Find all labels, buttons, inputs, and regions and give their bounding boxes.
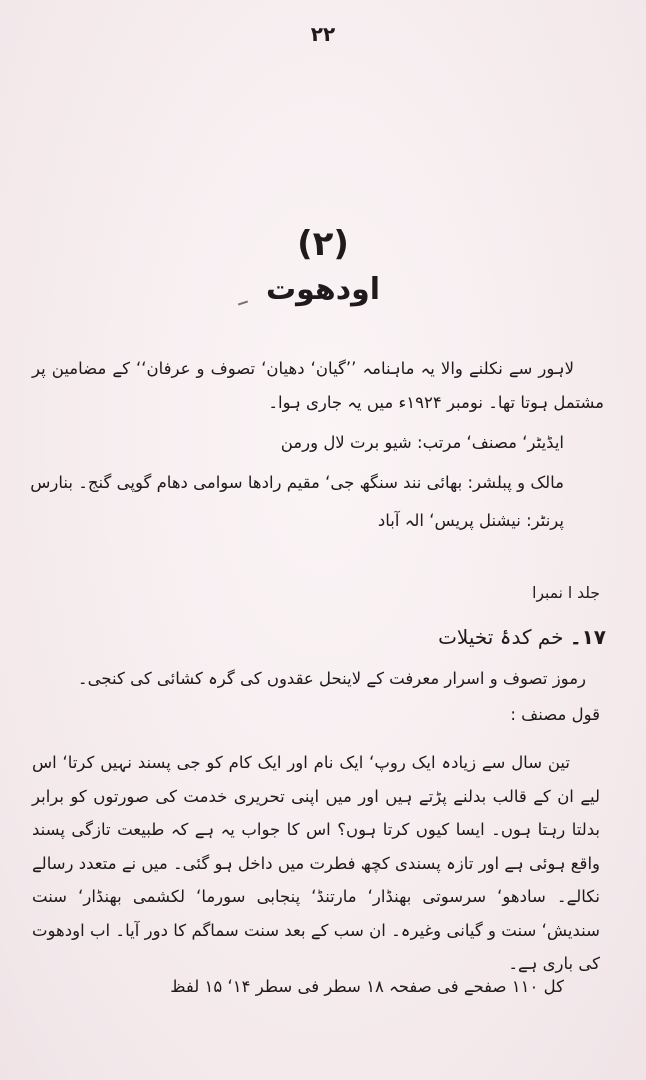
chapter-title: اودھوت bbox=[265, 272, 381, 307]
printer-line: پرنٹر: نیشنل پریس‘ الہ آباد bbox=[377, 511, 564, 530]
publisher-line: مالک و پبلشر: بھائی نند سنگھ جی‘ مقیم رادھا سوامی دھام گوپی گنج۔ بنارس bbox=[30, 473, 564, 492]
volume-line: جلد ا نمبرا bbox=[532, 584, 600, 602]
quote-paragraph: تین سال سے زیادہ ایک روپ‘ ایک نام اور ایک کام کو جی پسند نہیں کرتا‘ اس لیے ان کے قالب بدلنے پڑتے ہیں اور میں اپنی تحریری خدمت کی صورتوں کو برابر بدلتا رہتا ہوں۔ ایسا کیوں کرتا ہوں؟ اس کا جواب یہ ہے کہ طبیعت تازگی پسند واقع ہوئی ہے اور تازہ پسندی کچھ فطرت میں داخل ہو گئی۔ میں نے متعدد رسالے نکالے۔ سادھو‘ سرسوتی بھنڈار‘ مارتنڈ‘ پنجابی سورما‘ لکشمی بھنڈار‘ سنت سندیش‘ سنت و گیانی وغیرہ۔ ان سب کے بعد سنت سماگم کا دور آیا۔ اب اودھوت کی باری ہے۔ bbox=[32, 753, 600, 973]
page-number: ۲۲ bbox=[310, 22, 336, 46]
index-title: خم کدۂ تخیلات bbox=[438, 625, 564, 649]
intro-paragraph: لاہور سے نکلنے والا یہ ماہنامہ ’’گیان‘ دھیان‘ تصوف و عرفان‘‘ کے مضامین پر مشتمل ہوتا تھا۔ نومبر ۱۹۲۴ء میں یہ جاری ہوا۔ bbox=[32, 359, 604, 412]
index-entry bbox=[46, 622, 606, 652]
stats-line: کل ۱۱۰ صفحے فی صفحہ ۱۸ سطر فی سطر ۱۴‘ ۱۵ لفظ bbox=[170, 977, 564, 996]
editor-line: ایڈیٹر‘ مصنف‘ مرتب: شیو برت لال ورمن bbox=[280, 433, 564, 452]
chapter-number: (۲) bbox=[297, 224, 349, 264]
quote-label: قول مصنف : bbox=[510, 705, 600, 724]
index-number: ۱۷۔ bbox=[569, 625, 606, 649]
subject-line: رموز تصوف و اسرار معرفت کے لاینحل عقدوں کی گرہ کشائی کی کنجی۔ bbox=[77, 669, 586, 688]
